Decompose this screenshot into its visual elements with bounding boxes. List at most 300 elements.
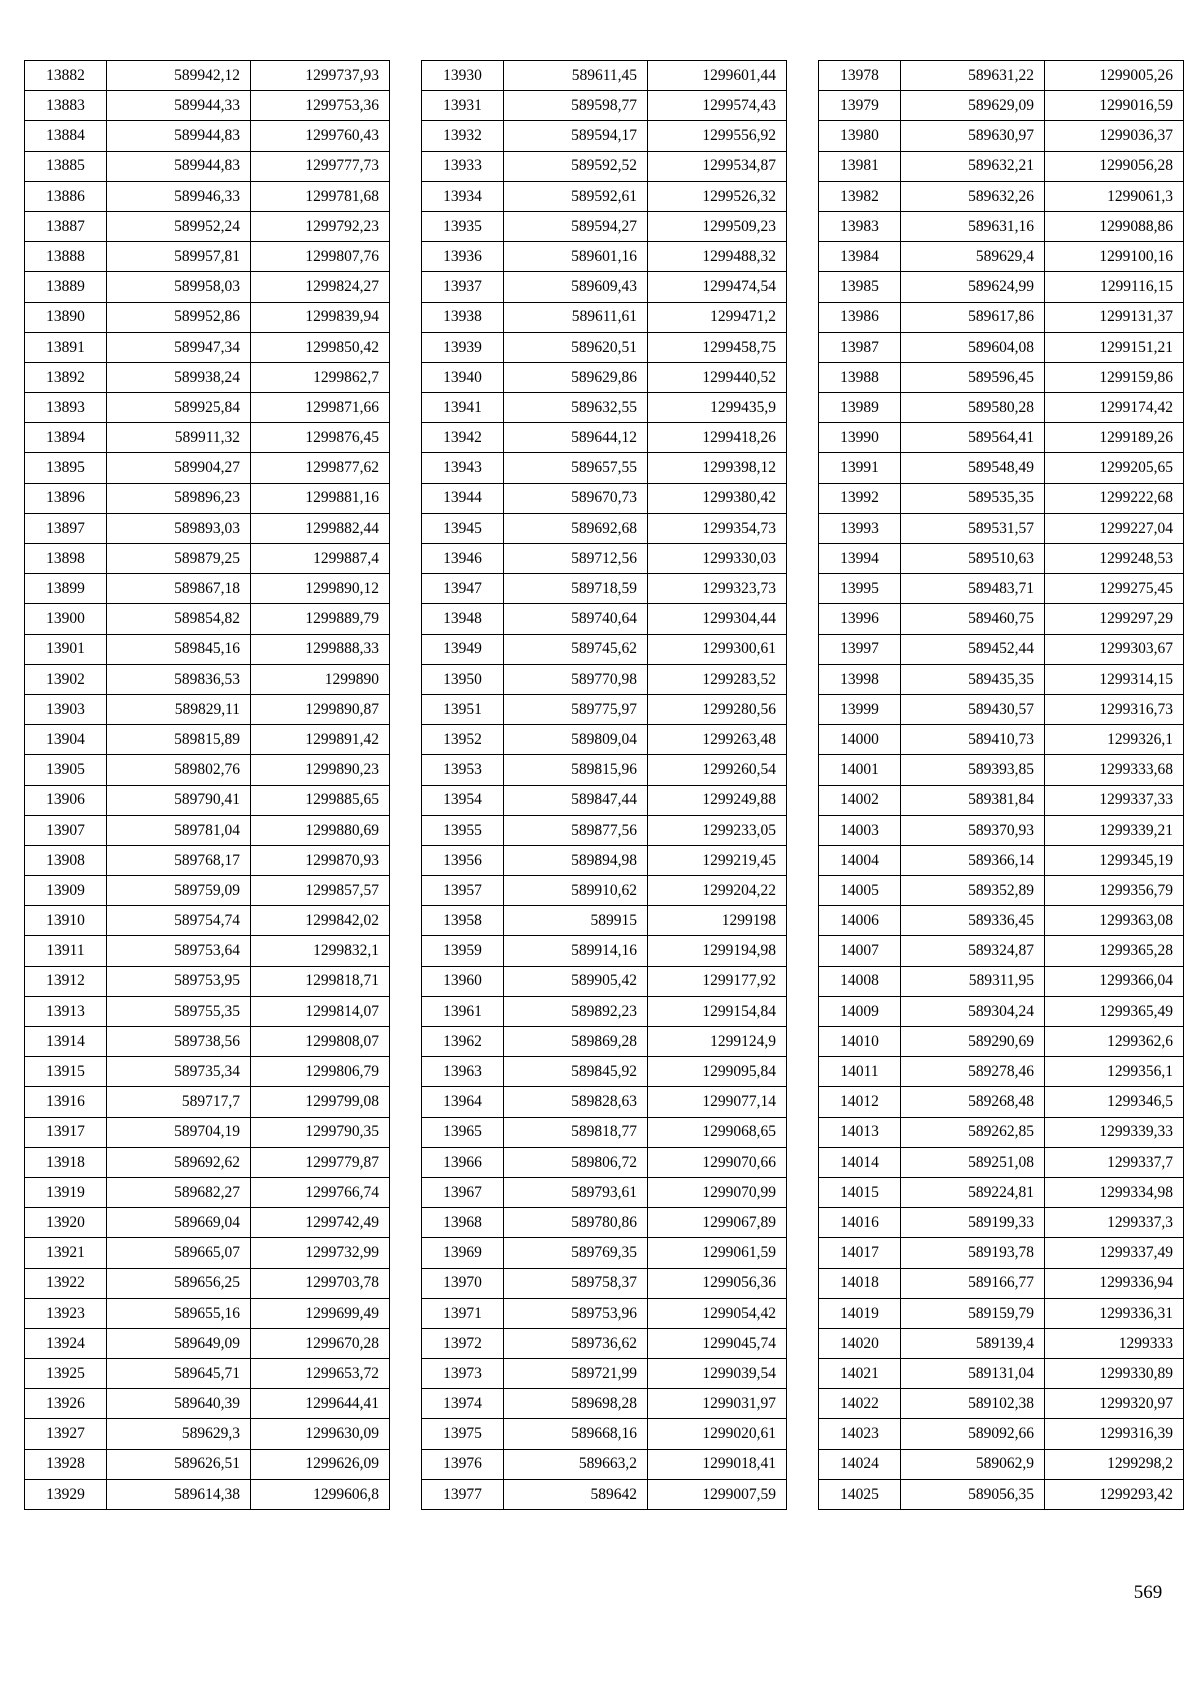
- x-coordinate-cell: 589717,7: [107, 1087, 251, 1117]
- point-number-cell: 13968: [422, 1208, 504, 1238]
- x-coordinate-cell: 589304,24: [901, 996, 1045, 1026]
- table-row: [819, 1449, 1184, 1479]
- x-coordinate-cell: 589944,83: [107, 151, 251, 181]
- table-row: [422, 61, 787, 91]
- y-coordinate-cell: 1299732,99: [251, 1238, 390, 1268]
- y-coordinate-cell: 1299016,59: [1045, 91, 1184, 121]
- y-coordinate-cell: 1299205,65: [1045, 453, 1184, 483]
- table-row: [25, 121, 390, 151]
- y-coordinate-cell: 1299174,42: [1045, 393, 1184, 423]
- table-row: [819, 1238, 1184, 1268]
- x-coordinate-cell: 589758,37: [504, 1268, 648, 1298]
- table-row: [422, 1147, 787, 1177]
- point-number-cell: 14014: [819, 1147, 901, 1177]
- x-coordinate-cell: 589802,76: [107, 755, 251, 785]
- x-coordinate-cell: 589393,85: [901, 755, 1045, 785]
- table-row: [422, 966, 787, 996]
- point-number-cell: 13997: [819, 634, 901, 664]
- x-coordinate-cell: 589894,98: [504, 845, 648, 875]
- table-row: [819, 876, 1184, 906]
- point-number-cell: 13941: [422, 393, 504, 423]
- point-number-cell: 14017: [819, 1238, 901, 1268]
- y-coordinate-cell: 1299556,92: [648, 121, 787, 151]
- y-coordinate-cell: 1299077,14: [648, 1087, 787, 1117]
- y-coordinate-cell: 1299890,23: [251, 755, 390, 785]
- y-coordinate-cell: 1299036,37: [1045, 121, 1184, 151]
- x-coordinate-cell: 589452,44: [901, 634, 1045, 664]
- y-coordinate-cell: 1299781,68: [251, 181, 390, 211]
- x-coordinate-cell: 589655,16: [107, 1298, 251, 1328]
- point-number-cell: 13985: [819, 272, 901, 302]
- table-row: [819, 574, 1184, 604]
- table-row: [25, 453, 390, 483]
- table-row: [25, 513, 390, 543]
- point-number-cell: 13929: [25, 1479, 107, 1509]
- y-coordinate-cell: 1299337,49: [1045, 1238, 1184, 1268]
- point-number-cell: 14025: [819, 1479, 901, 1509]
- point-number-cell: 13913: [25, 996, 107, 1026]
- y-coordinate-cell: 1299339,21: [1045, 815, 1184, 845]
- x-coordinate-cell: 589815,96: [504, 755, 648, 785]
- y-coordinate-cell: 1299300,61: [648, 634, 787, 664]
- y-coordinate-cell: 1299574,43: [648, 91, 787, 121]
- table-row: [819, 936, 1184, 966]
- point-number-cell: 13994: [819, 544, 901, 574]
- y-coordinate-cell: 1299814,07: [251, 996, 390, 1026]
- x-coordinate-cell: 589893,03: [107, 513, 251, 543]
- x-coordinate-cell: 589631,16: [901, 211, 1045, 241]
- table-row: [25, 1389, 390, 1419]
- table-row: [25, 1449, 390, 1479]
- table-row: [819, 483, 1184, 513]
- x-coordinate-cell: 589692,68: [504, 513, 648, 543]
- table-row: [25, 664, 390, 694]
- table-row: [422, 1057, 787, 1087]
- y-coordinate-cell: 1299100,16: [1045, 242, 1184, 272]
- point-number-cell: 13902: [25, 664, 107, 694]
- table-row: [819, 453, 1184, 483]
- x-coordinate-cell: 589735,34: [107, 1057, 251, 1087]
- point-number-cell: 13910: [25, 906, 107, 936]
- table-row: [819, 1177, 1184, 1207]
- y-coordinate-cell: 1299887,4: [251, 544, 390, 574]
- y-coordinate-cell: 1299807,76: [251, 242, 390, 272]
- point-number-cell: 13981: [819, 151, 901, 181]
- x-coordinate-cell: 589952,24: [107, 211, 251, 241]
- table-row: [819, 815, 1184, 845]
- table-row: [25, 604, 390, 634]
- x-coordinate-cell: 589604,08: [901, 332, 1045, 362]
- y-coordinate-cell: 1299219,45: [648, 845, 787, 875]
- x-coordinate-cell: 589768,17: [107, 845, 251, 875]
- y-coordinate-cell: 1299832,1: [251, 936, 390, 966]
- x-coordinate-cell: 589668,16: [504, 1419, 648, 1449]
- x-coordinate-cell: 589642: [504, 1479, 648, 1509]
- point-number-cell: 13916: [25, 1087, 107, 1117]
- y-coordinate-cell: 1299045,74: [648, 1328, 787, 1358]
- table-row: [422, 181, 787, 211]
- table-row: [819, 423, 1184, 453]
- point-number-cell: 13999: [819, 694, 901, 724]
- x-coordinate-cell: 589611,61: [504, 302, 648, 332]
- point-number-cell: 13927: [25, 1419, 107, 1449]
- x-coordinate-cell: 589736,62: [504, 1328, 648, 1358]
- point-number-cell: 13959: [422, 936, 504, 966]
- x-coordinate-cell: 589102,38: [901, 1389, 1045, 1419]
- table-row: [25, 1208, 390, 1238]
- x-coordinate-cell: 589753,96: [504, 1298, 648, 1328]
- x-coordinate-cell: 589828,63: [504, 1087, 648, 1117]
- table-row: [422, 453, 787, 483]
- y-coordinate-cell: 1299799,08: [251, 1087, 390, 1117]
- y-coordinate-cell: 1299067,89: [648, 1208, 787, 1238]
- coordinate-table-2: [421, 60, 787, 1510]
- y-coordinate-cell: 1299056,36: [648, 1268, 787, 1298]
- point-number-cell: 13974: [422, 1389, 504, 1419]
- table-row: [819, 1268, 1184, 1298]
- point-number-cell: 13930: [422, 61, 504, 91]
- y-coordinate-cell: 1299877,62: [251, 453, 390, 483]
- y-coordinate-cell: 1299699,49: [251, 1298, 390, 1328]
- y-coordinate-cell: 1299534,87: [648, 151, 787, 181]
- y-coordinate-cell: 1299806,79: [251, 1057, 390, 1087]
- point-number-cell: 13920: [25, 1208, 107, 1238]
- point-number-cell: 13885: [25, 151, 107, 181]
- y-coordinate-cell: 1299233,05: [648, 815, 787, 845]
- point-number-cell: 14001: [819, 755, 901, 785]
- x-coordinate-cell: 589056,35: [901, 1479, 1045, 1509]
- y-coordinate-cell: 1299363,08: [1045, 906, 1184, 936]
- table-row: [422, 1208, 787, 1238]
- point-number-cell: 13925: [25, 1359, 107, 1389]
- y-coordinate-cell: 1299260,54: [648, 755, 787, 785]
- x-coordinate-cell: 589759,09: [107, 876, 251, 906]
- y-coordinate-cell: 1299888,33: [251, 634, 390, 664]
- y-coordinate-cell: 1299362,6: [1045, 1027, 1184, 1057]
- y-coordinate-cell: 1299471,2: [648, 302, 787, 332]
- table-row: [819, 845, 1184, 875]
- point-number-cell: 13983: [819, 211, 901, 241]
- y-coordinate-cell: 1299070,99: [648, 1177, 787, 1207]
- point-number-cell: 13912: [25, 966, 107, 996]
- x-coordinate-cell: 589594,17: [504, 121, 648, 151]
- y-coordinate-cell: 1299488,32: [648, 242, 787, 272]
- table-row: [422, 604, 787, 634]
- point-number-cell: 13932: [422, 121, 504, 151]
- table-row: [25, 332, 390, 362]
- point-number-cell: 13962: [422, 1027, 504, 1057]
- table-row: [819, 1087, 1184, 1117]
- y-coordinate-cell: 1299222,68: [1045, 483, 1184, 513]
- point-number-cell: 13952: [422, 725, 504, 755]
- point-number-cell: 13980: [819, 121, 901, 151]
- y-coordinate-cell: 1299018,41: [648, 1449, 787, 1479]
- table-row: [25, 936, 390, 966]
- point-number-cell: 13946: [422, 544, 504, 574]
- x-coordinate-cell: 589336,45: [901, 906, 1045, 936]
- table-row: [422, 785, 787, 815]
- x-coordinate-cell: 589224,81: [901, 1177, 1045, 1207]
- x-coordinate-cell: 589640,39: [107, 1389, 251, 1419]
- table-row: [819, 1208, 1184, 1238]
- x-coordinate-cell: 589769,35: [504, 1238, 648, 1268]
- x-coordinate-cell: 589410,73: [901, 725, 1045, 755]
- y-coordinate-cell: 1299337,33: [1045, 785, 1184, 815]
- y-coordinate-cell: 1299876,45: [251, 423, 390, 453]
- y-coordinate-cell: 1299227,04: [1045, 513, 1184, 543]
- y-coordinate-cell: 1299871,66: [251, 393, 390, 423]
- point-number-cell: 13938: [422, 302, 504, 332]
- x-coordinate-cell: 589915: [504, 906, 648, 936]
- table-row: [25, 1268, 390, 1298]
- y-coordinate-cell: 1299339,33: [1045, 1117, 1184, 1147]
- x-coordinate-cell: 589944,83: [107, 121, 251, 151]
- x-coordinate-cell: 589580,28: [901, 393, 1045, 423]
- point-number-cell: 13951: [422, 694, 504, 724]
- y-coordinate-cell: 1299275,45: [1045, 574, 1184, 604]
- table-row: [25, 272, 390, 302]
- table-row: [25, 966, 390, 996]
- table-row: [25, 544, 390, 574]
- y-coordinate-cell: 1299890,87: [251, 694, 390, 724]
- x-coordinate-cell: 589435,35: [901, 664, 1045, 694]
- x-coordinate-cell: 589738,56: [107, 1027, 251, 1057]
- y-coordinate-cell: 1299159,86: [1045, 362, 1184, 392]
- y-coordinate-cell: 1299297,29: [1045, 604, 1184, 634]
- x-coordinate-cell: 589596,45: [901, 362, 1045, 392]
- table-row: [819, 332, 1184, 362]
- table-row: [25, 211, 390, 241]
- point-number-cell: 13911: [25, 936, 107, 966]
- table-row: [422, 996, 787, 1026]
- table-row: [25, 393, 390, 423]
- table-row: [422, 1027, 787, 1057]
- point-number-cell: 14020: [819, 1328, 901, 1358]
- point-number-cell: 13883: [25, 91, 107, 121]
- y-coordinate-cell: 1299039,54: [648, 1359, 787, 1389]
- y-coordinate-cell: 1299760,43: [251, 121, 390, 151]
- x-coordinate-cell: 589698,28: [504, 1389, 648, 1419]
- point-number-cell: 13945: [422, 513, 504, 543]
- x-coordinate-cell: 589938,24: [107, 362, 251, 392]
- point-number-cell: 13957: [422, 876, 504, 906]
- y-coordinate-cell: 1299068,65: [648, 1117, 787, 1147]
- table-row: [422, 1479, 787, 1509]
- x-coordinate-cell: 589770,98: [504, 664, 648, 694]
- table-row: [25, 1238, 390, 1268]
- table-row: [819, 362, 1184, 392]
- table-row: [819, 966, 1184, 996]
- x-coordinate-cell: 589632,26: [901, 181, 1045, 211]
- x-coordinate-cell: 589614,38: [107, 1479, 251, 1509]
- y-coordinate-cell: 1299020,61: [648, 1419, 787, 1449]
- x-coordinate-cell: 589910,62: [504, 876, 648, 906]
- point-number-cell: 13950: [422, 664, 504, 694]
- y-coordinate-cell: 1299808,07: [251, 1027, 390, 1057]
- point-number-cell: 13907: [25, 815, 107, 845]
- x-coordinate-cell: 589531,57: [901, 513, 1045, 543]
- x-coordinate-cell: 589620,51: [504, 332, 648, 362]
- point-number-cell: 13973: [422, 1359, 504, 1389]
- x-coordinate-cell: 589944,33: [107, 91, 251, 121]
- point-number-cell: 13989: [819, 393, 901, 423]
- x-coordinate-cell: 589925,84: [107, 393, 251, 423]
- point-number-cell: 13963: [422, 1057, 504, 1087]
- x-coordinate-cell: 589829,11: [107, 694, 251, 724]
- table-row: [819, 694, 1184, 724]
- x-coordinate-cell: 589159,79: [901, 1298, 1045, 1328]
- table-row: [819, 906, 1184, 936]
- table-row: [422, 121, 787, 151]
- point-number-cell: 13942: [422, 423, 504, 453]
- table-row: [422, 936, 787, 966]
- table-row: [422, 393, 787, 423]
- x-coordinate-cell: 589624,99: [901, 272, 1045, 302]
- y-coordinate-cell: 1299653,72: [251, 1359, 390, 1389]
- x-coordinate-cell: 589905,42: [504, 966, 648, 996]
- x-coordinate-cell: 589644,12: [504, 423, 648, 453]
- x-coordinate-cell: 589946,33: [107, 181, 251, 211]
- table-row: [25, 725, 390, 755]
- y-coordinate-cell: 1299154,84: [648, 996, 787, 1026]
- table-row: [819, 725, 1184, 755]
- point-number-cell: 13992: [819, 483, 901, 513]
- y-coordinate-cell: 1299280,56: [648, 694, 787, 724]
- table-row: [819, 61, 1184, 91]
- x-coordinate-cell: 589311,95: [901, 966, 1045, 996]
- y-coordinate-cell: 1299204,22: [648, 876, 787, 906]
- point-number-cell: 13978: [819, 61, 901, 91]
- y-coordinate-cell: 1299365,28: [1045, 936, 1184, 966]
- point-number-cell: 13944: [422, 483, 504, 513]
- x-coordinate-cell: 589262,85: [901, 1117, 1045, 1147]
- x-coordinate-cell: 589601,16: [504, 242, 648, 272]
- point-number-cell: 14004: [819, 845, 901, 875]
- y-coordinate-cell: 1299824,27: [251, 272, 390, 302]
- point-number-cell: 13921: [25, 1238, 107, 1268]
- point-number-cell: 13898: [25, 544, 107, 574]
- x-coordinate-cell: 589166,77: [901, 1268, 1045, 1298]
- table-row: [25, 483, 390, 513]
- x-coordinate-cell: 589632,55: [504, 393, 648, 423]
- point-number-cell: 13891: [25, 332, 107, 362]
- x-coordinate-cell: 589896,23: [107, 483, 251, 513]
- table-row: [25, 242, 390, 272]
- point-number-cell: 14024: [819, 1449, 901, 1479]
- table-row: [25, 1419, 390, 1449]
- point-number-cell: 13970: [422, 1268, 504, 1298]
- y-coordinate-cell: 1299890,12: [251, 574, 390, 604]
- x-coordinate-cell: 589665,07: [107, 1238, 251, 1268]
- y-coordinate-cell: 1299056,28: [1045, 151, 1184, 181]
- point-number-cell: 13894: [25, 423, 107, 453]
- y-coordinate-cell: 1299889,79: [251, 604, 390, 634]
- y-coordinate-cell: 1299326,1: [1045, 725, 1184, 755]
- table-row: [25, 815, 390, 845]
- table-row: [422, 1268, 787, 1298]
- x-coordinate-cell: 589670,73: [504, 483, 648, 513]
- y-coordinate-cell: 1299263,48: [648, 725, 787, 755]
- point-number-cell: 13998: [819, 664, 901, 694]
- table-row: [819, 272, 1184, 302]
- table-row: [25, 755, 390, 785]
- table-row: [25, 1328, 390, 1358]
- x-coordinate-cell: 589911,32: [107, 423, 251, 453]
- x-coordinate-cell: 589755,35: [107, 996, 251, 1026]
- table-row: [819, 1298, 1184, 1328]
- point-number-cell: 14008: [819, 966, 901, 996]
- y-coordinate-cell: 1299346,5: [1045, 1087, 1184, 1117]
- point-number-cell: 13988: [819, 362, 901, 392]
- x-coordinate-cell: 589594,27: [504, 211, 648, 241]
- point-number-cell: 13961: [422, 996, 504, 1026]
- point-number-cell: 13915: [25, 1057, 107, 1087]
- y-coordinate-cell: 1299737,93: [251, 61, 390, 91]
- y-coordinate-cell: 1299790,35: [251, 1117, 390, 1147]
- table-row: [819, 151, 1184, 181]
- y-coordinate-cell: 1299316,39: [1045, 1419, 1184, 1449]
- table-row: [25, 1057, 390, 1087]
- table-row: [25, 906, 390, 936]
- x-coordinate-cell: 589366,14: [901, 845, 1045, 875]
- point-number-cell: 14002: [819, 785, 901, 815]
- table-row: [819, 1117, 1184, 1147]
- table-row: [819, 1027, 1184, 1057]
- point-number-cell: 13971: [422, 1298, 504, 1328]
- y-coordinate-cell: 1299198: [648, 906, 787, 936]
- point-number-cell: 13924: [25, 1328, 107, 1358]
- y-coordinate-cell: 1299124,9: [648, 1027, 787, 1057]
- point-number-cell: 13893: [25, 393, 107, 423]
- table-row: [819, 785, 1184, 815]
- x-coordinate-cell: 589592,61: [504, 181, 648, 211]
- x-coordinate-cell: 589753,95: [107, 966, 251, 996]
- y-coordinate-cell: 1299882,44: [251, 513, 390, 543]
- point-number-cell: 14006: [819, 906, 901, 936]
- x-coordinate-cell: 589278,46: [901, 1057, 1045, 1087]
- table-row: [25, 1117, 390, 1147]
- x-coordinate-cell: 589268,48: [901, 1087, 1045, 1117]
- table-row: [819, 1419, 1184, 1449]
- table-row: [422, 755, 787, 785]
- y-coordinate-cell: 1299398,12: [648, 453, 787, 483]
- table-row: [819, 634, 1184, 664]
- x-coordinate-cell: 589629,4: [901, 242, 1045, 272]
- point-number-cell: 14015: [819, 1177, 901, 1207]
- table-row: [25, 1359, 390, 1389]
- table-row: [25, 1147, 390, 1177]
- table-row: [25, 1087, 390, 1117]
- x-coordinate-cell: 589952,86: [107, 302, 251, 332]
- y-coordinate-cell: 1299333,68: [1045, 755, 1184, 785]
- table-row: [422, 1389, 787, 1419]
- table-row: [422, 1177, 787, 1207]
- y-coordinate-cell: 1299323,73: [648, 574, 787, 604]
- x-coordinate-cell: 589139,4: [901, 1328, 1045, 1358]
- y-coordinate-cell: 1299777,73: [251, 151, 390, 181]
- point-number-cell: 14003: [819, 815, 901, 845]
- point-number-cell: 13882: [25, 61, 107, 91]
- point-number-cell: 13888: [25, 242, 107, 272]
- y-coordinate-cell: 1299336,31: [1045, 1298, 1184, 1328]
- point-number-cell: 13917: [25, 1117, 107, 1147]
- x-coordinate-cell: 589290,69: [901, 1027, 1045, 1057]
- x-coordinate-cell: 589629,86: [504, 362, 648, 392]
- table-row: [422, 876, 787, 906]
- point-number-cell: 14018: [819, 1268, 901, 1298]
- x-coordinate-cell: 589629,09: [901, 91, 1045, 121]
- y-coordinate-cell: 1299116,15: [1045, 272, 1184, 302]
